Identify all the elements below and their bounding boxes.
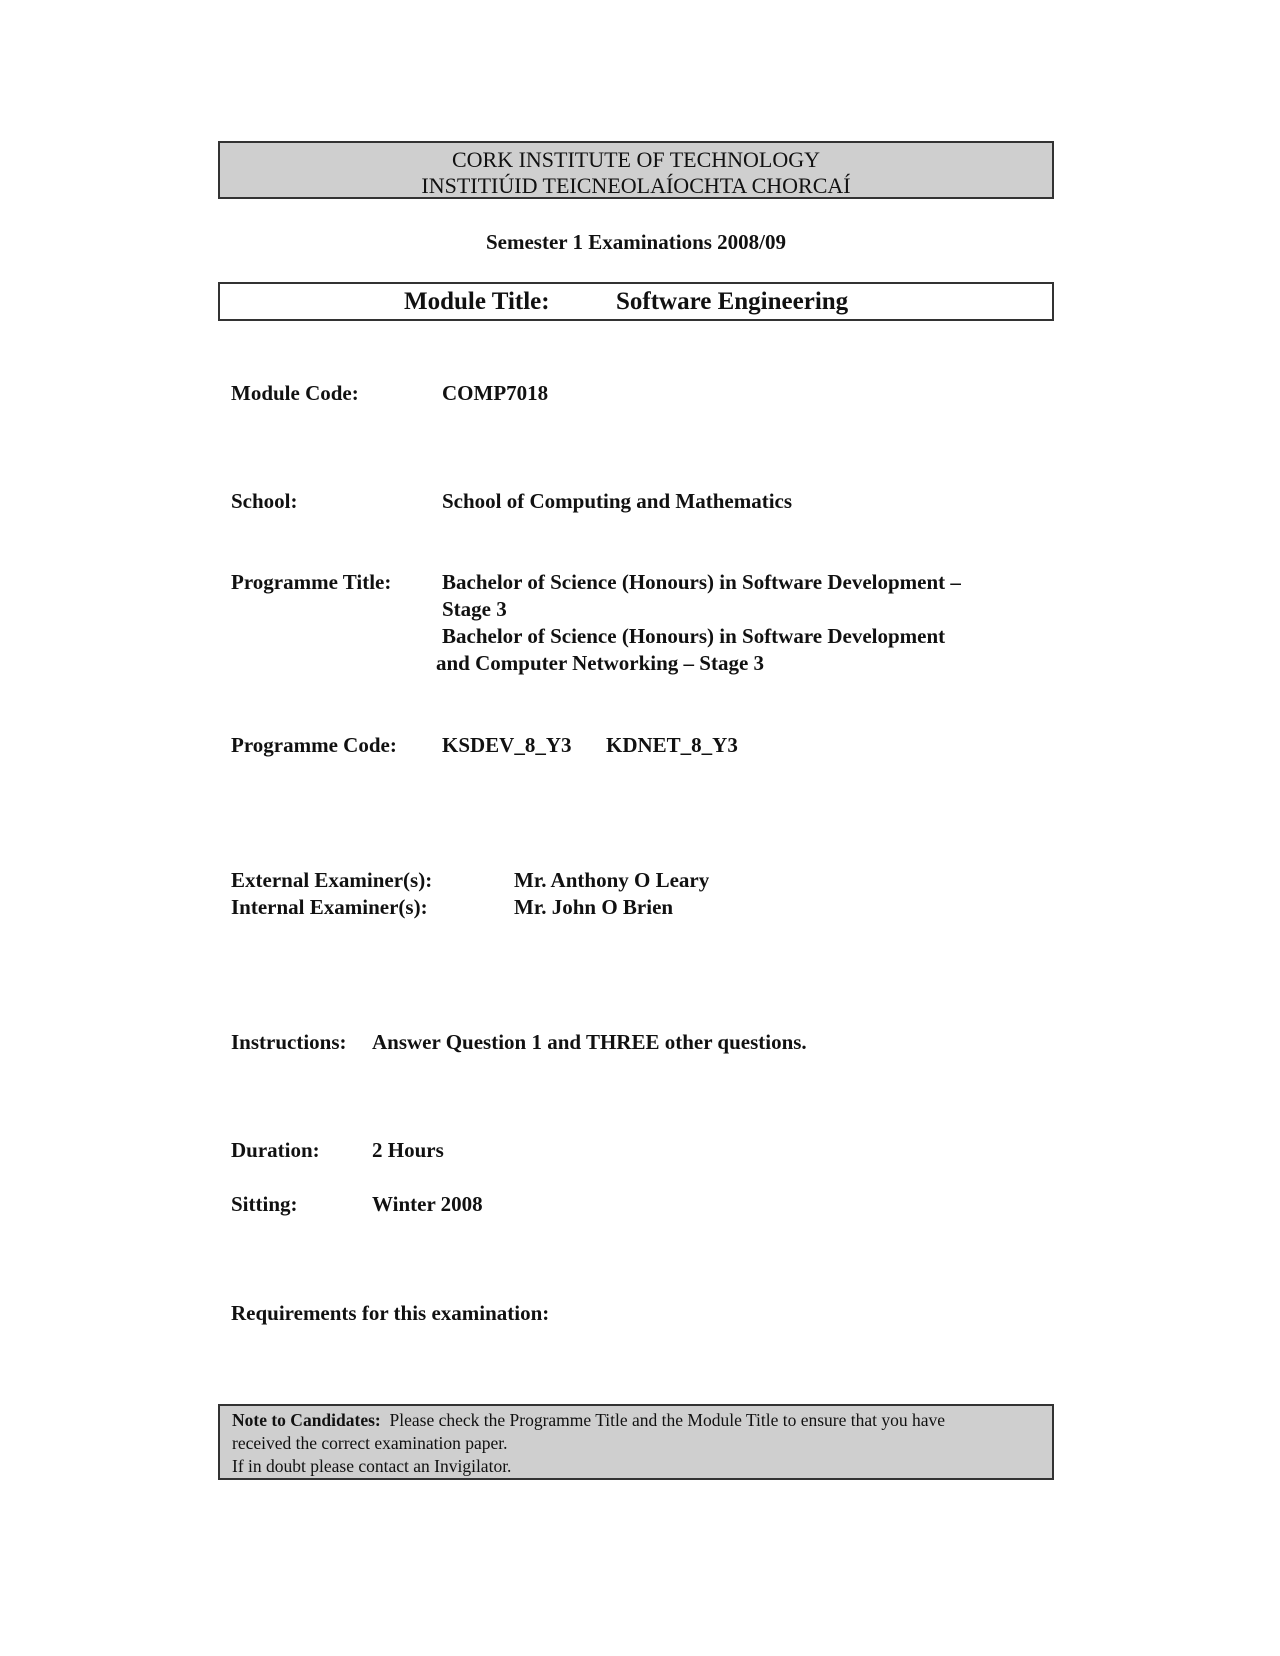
- instructions-label: Instructions:: [231, 1030, 347, 1054]
- instructions-value: Answer Question 1 and THREE other questions.: [372, 1030, 807, 1054]
- programme-code-value-1: KSDEV_8_Y3: [442, 733, 572, 757]
- programme-code-value-2: KDNET_8_Y3: [606, 733, 738, 757]
- sitting-value: Winter 2008: [372, 1192, 483, 1216]
- school-value: School of Computing and Mathematics: [442, 489, 793, 513]
- note-label: Note to Candidates:: [232, 1410, 381, 1430]
- module-code-value: COMP7018: [442, 381, 549, 405]
- module-title-label: Module Title:: [404, 288, 550, 315]
- internal-examiner-value: Mr. John O Brien: [514, 895, 674, 919]
- module-code-label: Module Code:: [231, 381, 359, 405]
- duration-value: 2 Hours: [372, 1138, 444, 1162]
- institute-name-english: CORK INSTITUTE OF TECHNOLOGY: [451, 147, 821, 172]
- requirements-label: Requirements for this examination:: [231, 1301, 550, 1325]
- note-text-1: Please check the Programme Title and the Module Title to ensure that you have: [389, 1410, 946, 1430]
- sitting-label: Sitting:: [231, 1192, 298, 1216]
- semester-heading: Semester 1 Examinations 2008/09: [485, 230, 787, 254]
- note-text-3: If in doubt please contact an Invigilator.: [232, 1456, 512, 1476]
- module-title-value: Software Engineering: [616, 288, 849, 315]
- institute-name-irish: INSTITIÚID TEICNEOLAÍOCHTA CHORCAÍ: [421, 173, 851, 198]
- external-examiner-value: Mr. Anthony O Leary: [514, 868, 710, 892]
- note-text-2: received the correct examination paper.: [232, 1433, 508, 1453]
- external-examiner-label: External Examiner(s):: [231, 868, 433, 892]
- note-line-1: [232, 1409, 1042, 1432]
- programme-title-label: Programme Title:: [231, 570, 392, 594]
- programme-title-line-1: Bachelor of Science (Honours) in Software Development –: [442, 570, 961, 594]
- programme-code-label: Programme Code:: [231, 733, 397, 757]
- duration-label: Duration:: [231, 1138, 320, 1162]
- programme-title-line-4: and Computer Networking – Stage 3: [436, 651, 765, 675]
- module-title-box: [218, 282, 1054, 321]
- note-to-candidates-box: [218, 1404, 1054, 1480]
- programme-title-line-2: Stage 3: [442, 597, 507, 621]
- school-label: School:: [231, 489, 298, 513]
- institute-header: [218, 141, 1054, 199]
- programme-title-line-3: Bachelor of Science (Honours) in Software Development: [442, 624, 946, 648]
- internal-examiner-label: Internal Examiner(s):: [231, 895, 428, 919]
